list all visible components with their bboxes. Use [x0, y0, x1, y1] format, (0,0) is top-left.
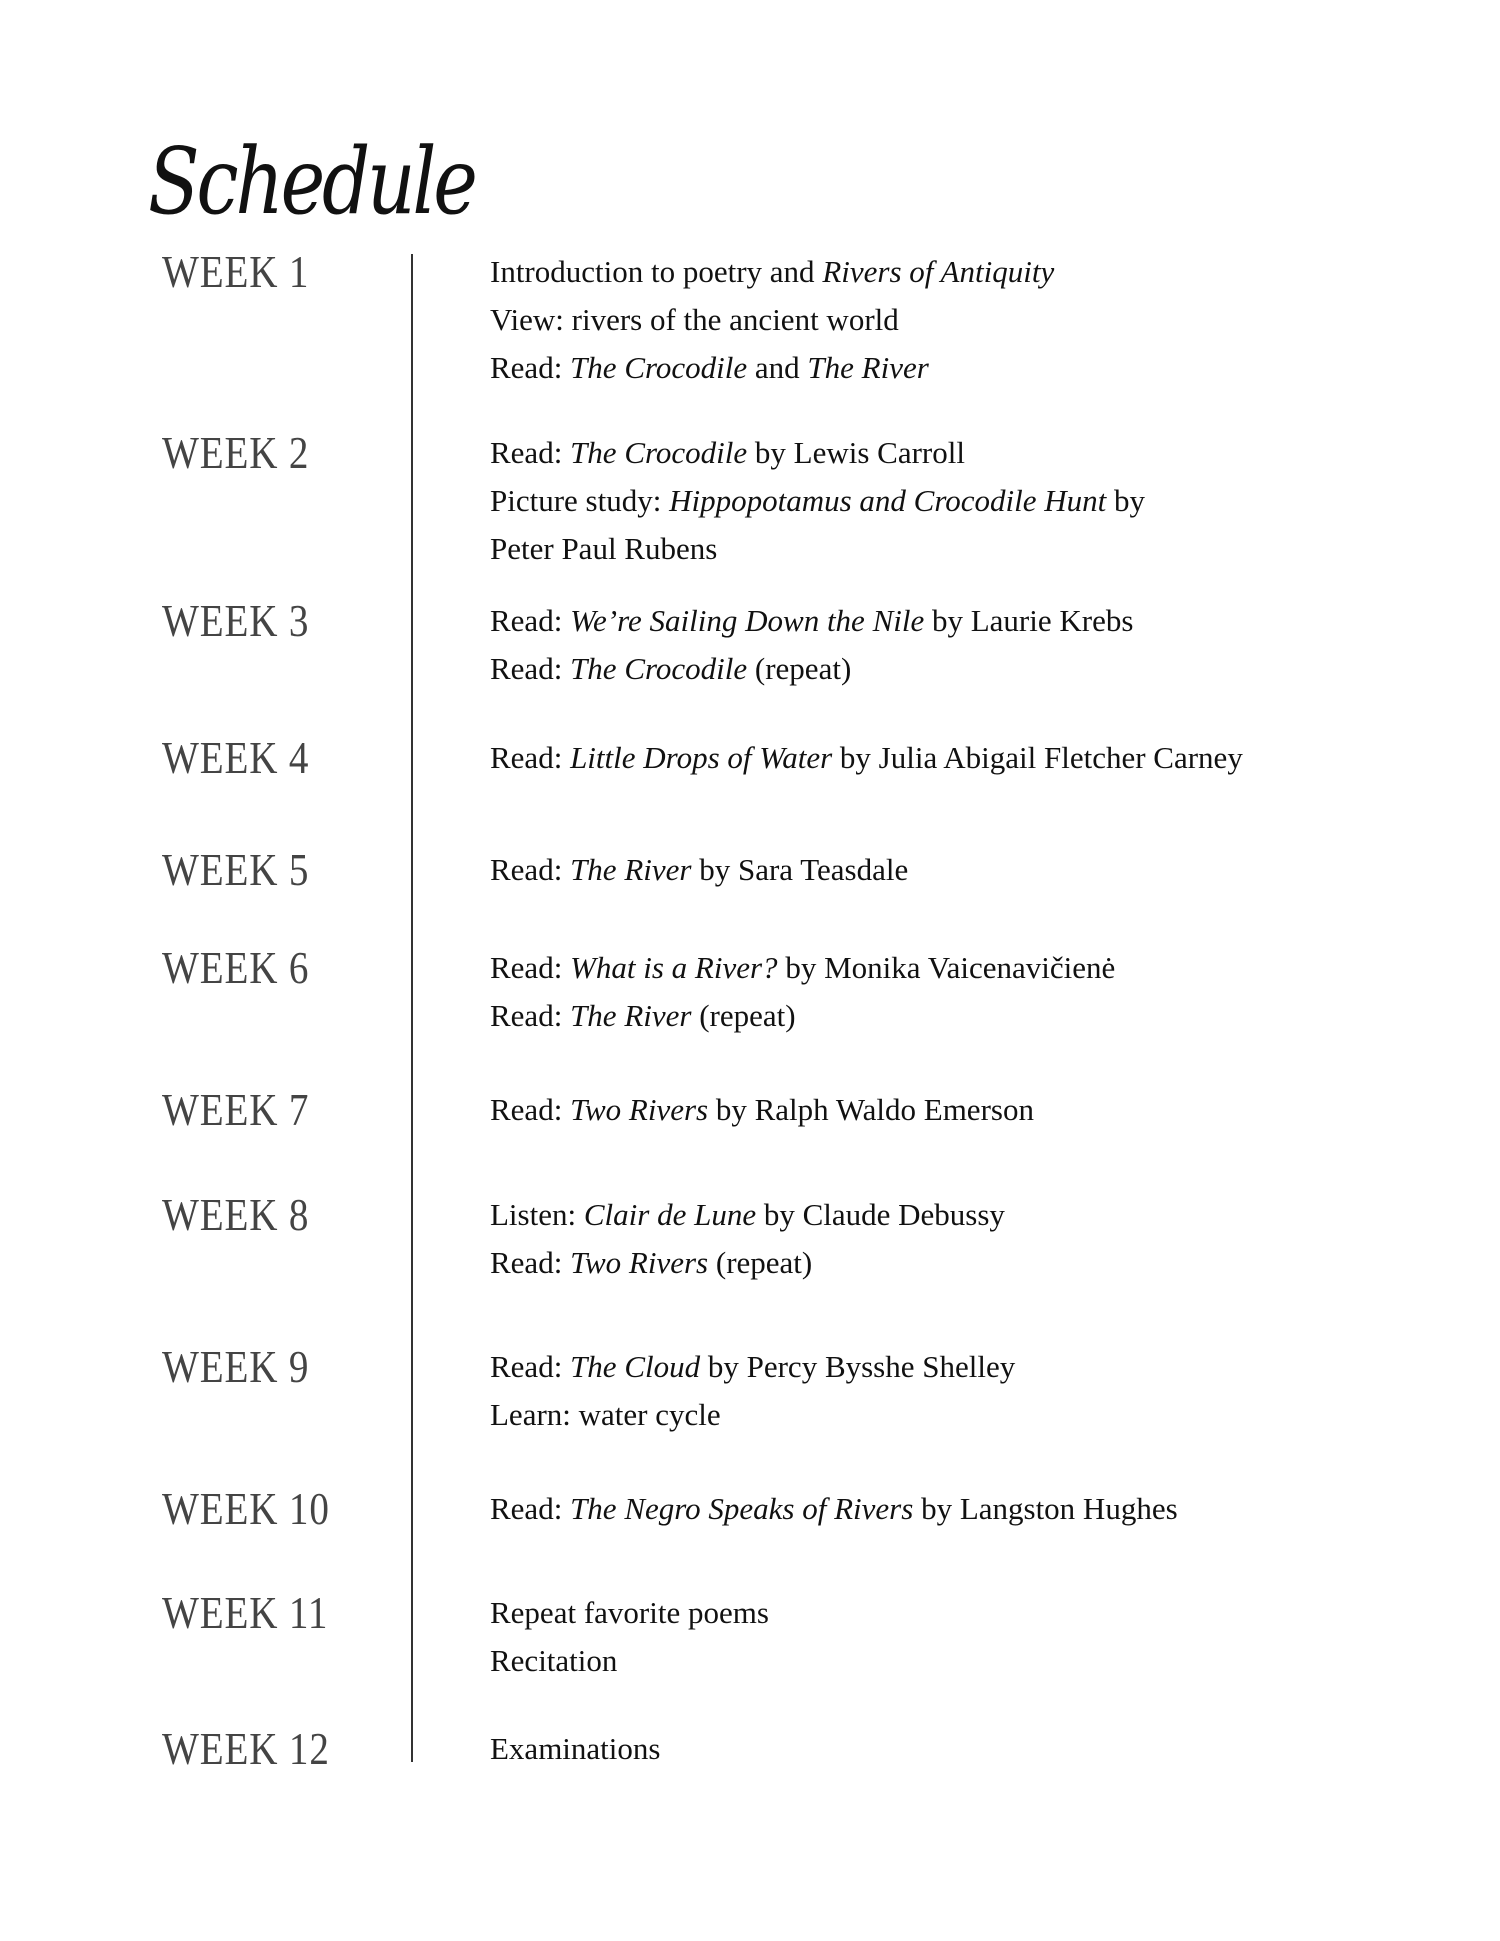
week-label: WEEK 7: [162, 1084, 310, 1135]
activity-line: [490, 597, 1133, 645]
activity-text: Read:: [490, 950, 571, 985]
work-title: Little Drops of Water: [570, 740, 833, 775]
activity-text: by Monika Vaicenavičienė: [777, 950, 1116, 985]
week-label: WEEK 4: [162, 732, 310, 783]
activity-text: Read:: [490, 1491, 571, 1526]
week-label: WEEK 9: [162, 1341, 310, 1392]
activity-text: Recitation: [490, 1643, 618, 1678]
activity-text: by Claude Debussy: [756, 1197, 1005, 1232]
activity-text: Repeat favorite poems: [490, 1595, 769, 1630]
activity-text: (repeat): [747, 651, 852, 686]
week-activities: [490, 846, 908, 894]
activity-text: Peter Paul Rubens: [490, 531, 718, 566]
activity-line: [490, 525, 1145, 573]
activity-text: by Julia Abigail Fletcher Carney: [832, 740, 1243, 775]
week-label: WEEK 8: [162, 1189, 310, 1240]
week-activities: [490, 1589, 769, 1685]
week-label: WEEK 12: [162, 1723, 330, 1774]
work-title: Clair de Lune: [583, 1197, 757, 1232]
activity-text: Read:: [490, 350, 571, 385]
week-label: WEEK 5: [162, 844, 310, 895]
activity-text: Read:: [490, 852, 571, 887]
activity-text: Read:: [490, 651, 571, 686]
activity-text: Picture study:: [490, 483, 670, 518]
work-title: Rivers of Antiquity: [822, 254, 1055, 289]
activity-line: [490, 1191, 1005, 1239]
activity-text: by Langston Hughes: [913, 1491, 1178, 1526]
activity-text: and: [747, 350, 808, 385]
activity-text: by Laurie Krebs: [924, 603, 1134, 638]
activity-text: by Ralph Waldo Emerson: [708, 1092, 1034, 1127]
activity-line: [490, 248, 1054, 296]
work-title: The Negro Speaks of Rivers: [570, 1491, 914, 1526]
activity-text: Examinations: [490, 1731, 661, 1766]
activity-text: Learn: water cycle: [490, 1397, 721, 1432]
activity-line: [490, 1485, 1178, 1533]
activity-text: Read:: [490, 998, 571, 1033]
activity-line: [490, 344, 1054, 392]
work-title: Two Rivers: [570, 1092, 709, 1127]
activity-text: Listen:: [490, 1197, 584, 1232]
work-title: Two Rivers: [570, 1245, 709, 1280]
work-title: The Crocodile: [570, 435, 748, 470]
week-label: WEEK 11: [162, 1587, 329, 1638]
week-activities: [490, 1191, 1005, 1287]
activity-line: [490, 1589, 769, 1637]
week-activities: [490, 597, 1133, 693]
activity-text: by: [1106, 483, 1146, 518]
activity-line: [490, 1239, 1005, 1287]
week-activities: [490, 1725, 660, 1773]
activity-text: Read:: [490, 435, 571, 470]
activity-line: [490, 944, 1115, 992]
activity-text: Read:: [490, 740, 571, 775]
activity-line: [490, 1725, 660, 1773]
activity-line: [490, 1391, 1015, 1439]
activity-text: (repeat): [708, 1245, 813, 1280]
activity-text: Read:: [490, 603, 571, 638]
divider-line: [411, 254, 413, 1762]
work-title: The Cloud: [570, 1349, 701, 1384]
work-title: The Crocodile: [570, 350, 748, 385]
work-title: We’re Sailing Down the Nile: [570, 603, 925, 638]
work-title: The Crocodile: [570, 651, 748, 686]
activity-line: [490, 296, 1054, 344]
activity-line: [490, 734, 1243, 782]
work-title: The River: [807, 350, 929, 385]
activity-text: by Percy Bysshe Shelley: [700, 1349, 1016, 1384]
week-activities: [490, 1343, 1015, 1439]
week-activities: [490, 944, 1115, 1040]
activity-text: Read:: [490, 1092, 571, 1127]
week-activities: [490, 1485, 1178, 1533]
week-activities: [490, 734, 1243, 782]
activity-line: [490, 1343, 1015, 1391]
work-title: Hippopotamus and Crocodile Hunt: [669, 483, 1107, 518]
activity-text: Read:: [490, 1245, 571, 1280]
activity-line: [490, 645, 1133, 693]
week-activities: [490, 1086, 1034, 1134]
activity-line: [490, 1637, 769, 1685]
activity-line: [490, 1086, 1034, 1134]
activity-text: Introduction to poetry and: [490, 254, 823, 289]
activity-text: Read:: [490, 1349, 571, 1384]
work-title: The River: [570, 998, 692, 1033]
work-title: The River: [570, 852, 692, 887]
activity-line: [490, 846, 908, 894]
week-activities: [490, 248, 1054, 392]
week-label: WEEK 1: [162, 246, 310, 297]
activity-line: [490, 477, 1145, 525]
week-label: WEEK 3: [162, 595, 310, 646]
activity-text: View: rivers of the ancient world: [490, 302, 899, 337]
week-label: WEEK 2: [162, 427, 310, 478]
activity-line: [490, 429, 1145, 477]
activity-text: by Sara Teasdale: [691, 852, 909, 887]
week-label: WEEK 10: [162, 1483, 330, 1534]
page-title: Schedule: [148, 128, 475, 235]
work-title: What is a River?: [570, 950, 778, 985]
activity-line: [490, 992, 1115, 1040]
week-activities: [490, 429, 1145, 573]
activity-text: (repeat): [691, 998, 796, 1033]
week-label: WEEK 6: [162, 942, 310, 993]
activity-text: by Lewis Carroll: [747, 435, 965, 470]
